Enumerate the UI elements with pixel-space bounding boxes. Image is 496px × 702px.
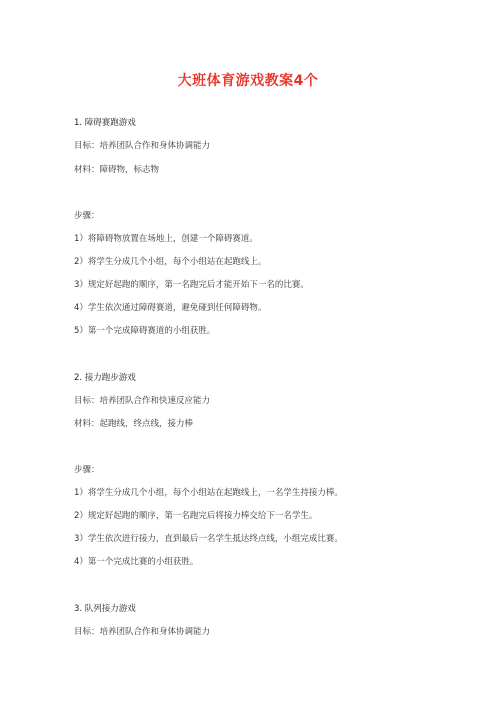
section-1-step-1: 1）将障碍物放置在场地上，创建一个障碍赛道。: [74, 234, 258, 244]
section-2-heading: 2. 接力跑步游戏: [74, 373, 136, 383]
section-2-goal: 目标：培养团队合作和快速反应能力: [74, 396, 211, 406]
section-1-step-4: 4）学生依次通过障碍赛道，避免碰到任何障碍物。: [74, 303, 267, 313]
section-2-materials: 材料：起跑线，终点线，接力棒: [74, 419, 194, 429]
section-1-step-3: 3）规定好起跑的顺序，第一名跑完后才能开始下一名的比赛。: [74, 280, 309, 290]
section-1-materials: 材料：障碍物，标志物: [74, 165, 160, 175]
section-1-step-5: 5）第一个完成障碍赛道的小组获胜。: [74, 326, 216, 336]
section-1-step-2: 2）将学生分成几个小组，每个小组站在起跑线上。: [74, 257, 267, 267]
section-3-goal: 目标：培养团队合作和身体协调能力: [74, 627, 211, 637]
section-2-step-2: 2）规定好起跑的顺序，第一名跑完后将接力棒交给下一名学生。: [74, 511, 318, 521]
section-3-heading: 3. 队列接力游戏: [74, 604, 136, 614]
section-2-step-3: 3）学生依次进行接力，直到最后一名学生抵达终点线，小组完成比赛。: [74, 534, 343, 544]
section-2-step-1: 1）将学生分成几个小组，每个小组站在起跑线上，一名学生持接力棒。: [74, 488, 343, 498]
document-title: 大班体育游戏教案4个: [177, 73, 319, 89]
section-1-goal: 目标：培养团队合作和身体协调能力: [74, 141, 211, 151]
section-1-heading: 1. 障碍赛跑游戏: [74, 118, 136, 128]
section-1-steps-label: 步骤：: [74, 211, 100, 221]
section-2-steps-label: 步骤：: [74, 465, 100, 475]
section-2-step-4: 4）第一个完成比赛的小组获胜。: [74, 557, 199, 567]
